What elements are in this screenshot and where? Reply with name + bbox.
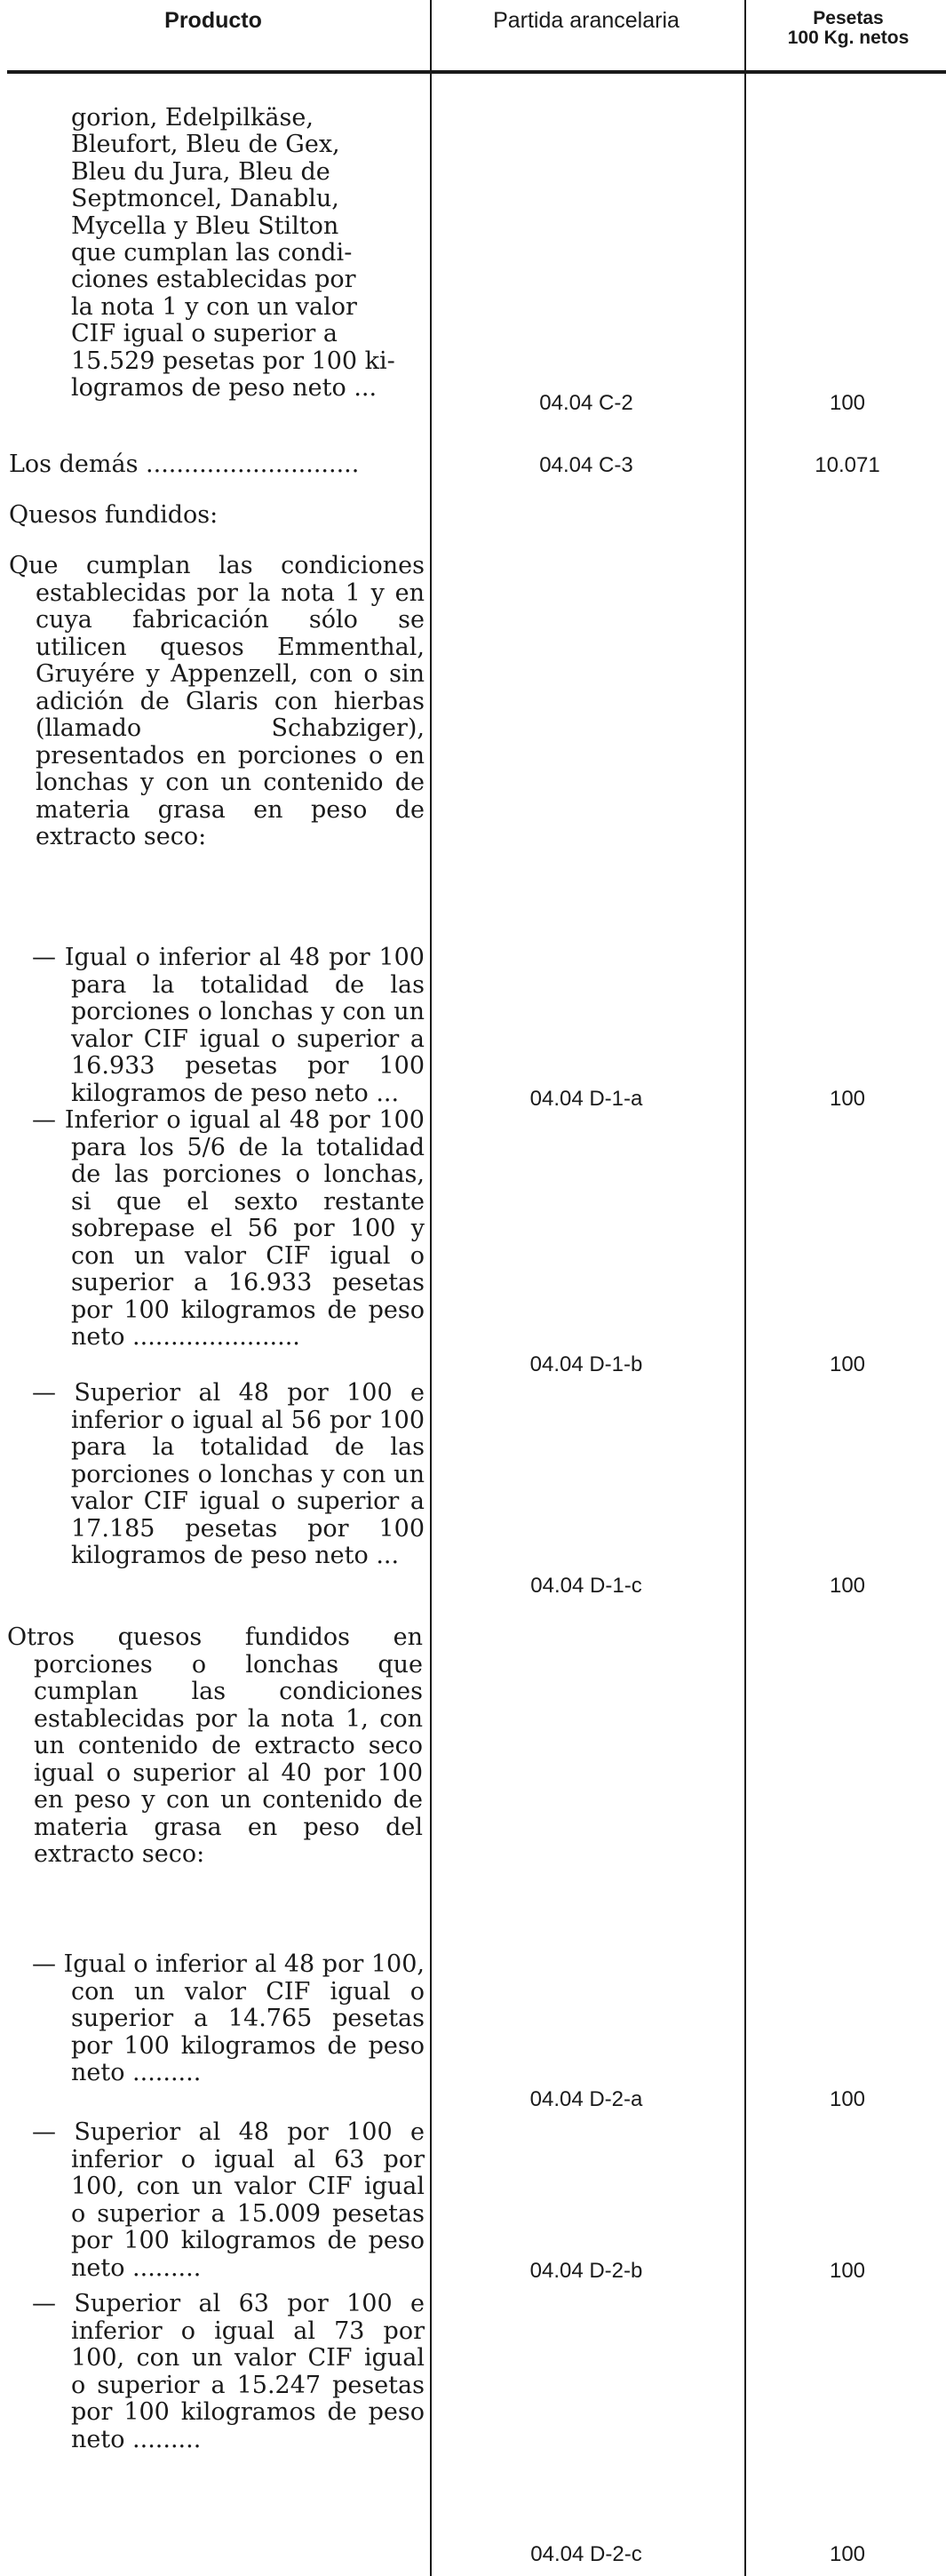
product-text: — Superior al 48 por 100 e inferior o igual al 56 por 100 para la totalidad de las porciones o lonchas y con un valor CIF igual o superior a 17.185 pesetas por 100 kilogramos de peso neto ... xyxy=(32,1379,425,1569)
column-header-pesetas: Pesetas 100 Kg. netos xyxy=(787,8,910,48)
price-value: 100 xyxy=(829,2259,866,2283)
price-value: 100 xyxy=(829,1352,866,1376)
tariff-code: 04.04 D-2-a xyxy=(529,2087,643,2111)
product-text: Otros quesos fundidos en porciones o lonchas que cumplan las condiciones establecidas por la nota 1, con un contenido de extracto seco igual o superior al 40 por 100 en peso y con un contenido de materia grasa en peso del extracto seco: xyxy=(7,1623,423,1868)
product-text: Que cumplan las condiciones establecidas por la nota 1 y en cuya fabricación sólo se utilicen quesos Emmenthal, Gruyére y Appenzell, con o sin adición de Glaris con hierbas (llamado Schabziger), presentados en porciones o en lonchas y con un contenido de materia grasa en peso de extracto seco: xyxy=(9,552,425,850)
product-text: — Igual o inferior al 48 por 100, con un valor CIF igual o superior a 14.765 pesetas por 100 kilogramos de peso neto ......... xyxy=(32,1950,425,2086)
section-heading: Quesos fundidos: xyxy=(9,501,219,529)
header-rule xyxy=(7,70,946,74)
tariff-code: 04.04 C-2 xyxy=(539,391,633,415)
price-value: 100 xyxy=(829,1087,866,1111)
tariff-code: 04.04 D-2-b xyxy=(529,2259,643,2283)
column-divider-2 xyxy=(744,0,746,2576)
product-text: — Inferior o igual al 48 por 100 para los 5/6 de la totalidad de las porciones o lonchas, si que el sexto restante sobrepase el 56 por 100 y con un valor CIF igual o superior a 16.933 pesetas por 100 kilogramos de peso neto ...................... xyxy=(32,1106,425,1351)
price-value: 10.071 xyxy=(815,453,880,477)
product-text: gorion, Edelpilkäse, Bleufort, Bleu de Gex, Bleu du Jura, Bleu de Septmoncel, Danablu, Mycella y Bleu Stilton que cumplan las condi- ciones establecidas por la nota 1 y con un valor CIF igual o superior a 15.529 pesetas por 100 ki- logramos de peso neto ... xyxy=(71,104,395,403)
price-value: 100 xyxy=(829,1574,866,1598)
price-value: 100 xyxy=(829,391,866,415)
column-header-producto: Producto xyxy=(164,8,262,33)
tariff-code: 04.04 D-1-b xyxy=(529,1352,643,1376)
price-value: 100 xyxy=(829,2542,866,2566)
tariff-code: 04.04 D-1-c xyxy=(530,1574,642,1598)
product-text: Los demás ............................ xyxy=(9,451,360,478)
column-header-partida: Partida arancelaria xyxy=(493,8,680,33)
product-text: — Superior al 48 por 100 e inferior o igual al 63 por 100, con un valor CIF igual o superior a 15.009 pesetas por 100 kilogramos de peso neto ......... xyxy=(32,2118,425,2282)
tariff-code: 04.04 C-3 xyxy=(539,453,633,477)
product-text: — Igual o inferior al 48 por 100 para la totalidad de las porciones o lonchas y con un valor CIF igual o superior a 16.933 pesetas por 100 kilogramos de peso neto ... xyxy=(32,944,425,1107)
tariff-code: 04.04 D-2-c xyxy=(530,2542,642,2566)
column-divider-1 xyxy=(430,0,432,2576)
price-value: 100 xyxy=(829,2087,866,2111)
product-text: — Superior al 63 por 100 e inferior o igual al 73 por 100, con un valor CIF igual o superior a 15.247 pesetas por 100 kilogramos de peso neto ......... xyxy=(32,2290,425,2453)
tariff-code: 04.04 D-1-a xyxy=(529,1087,643,1111)
